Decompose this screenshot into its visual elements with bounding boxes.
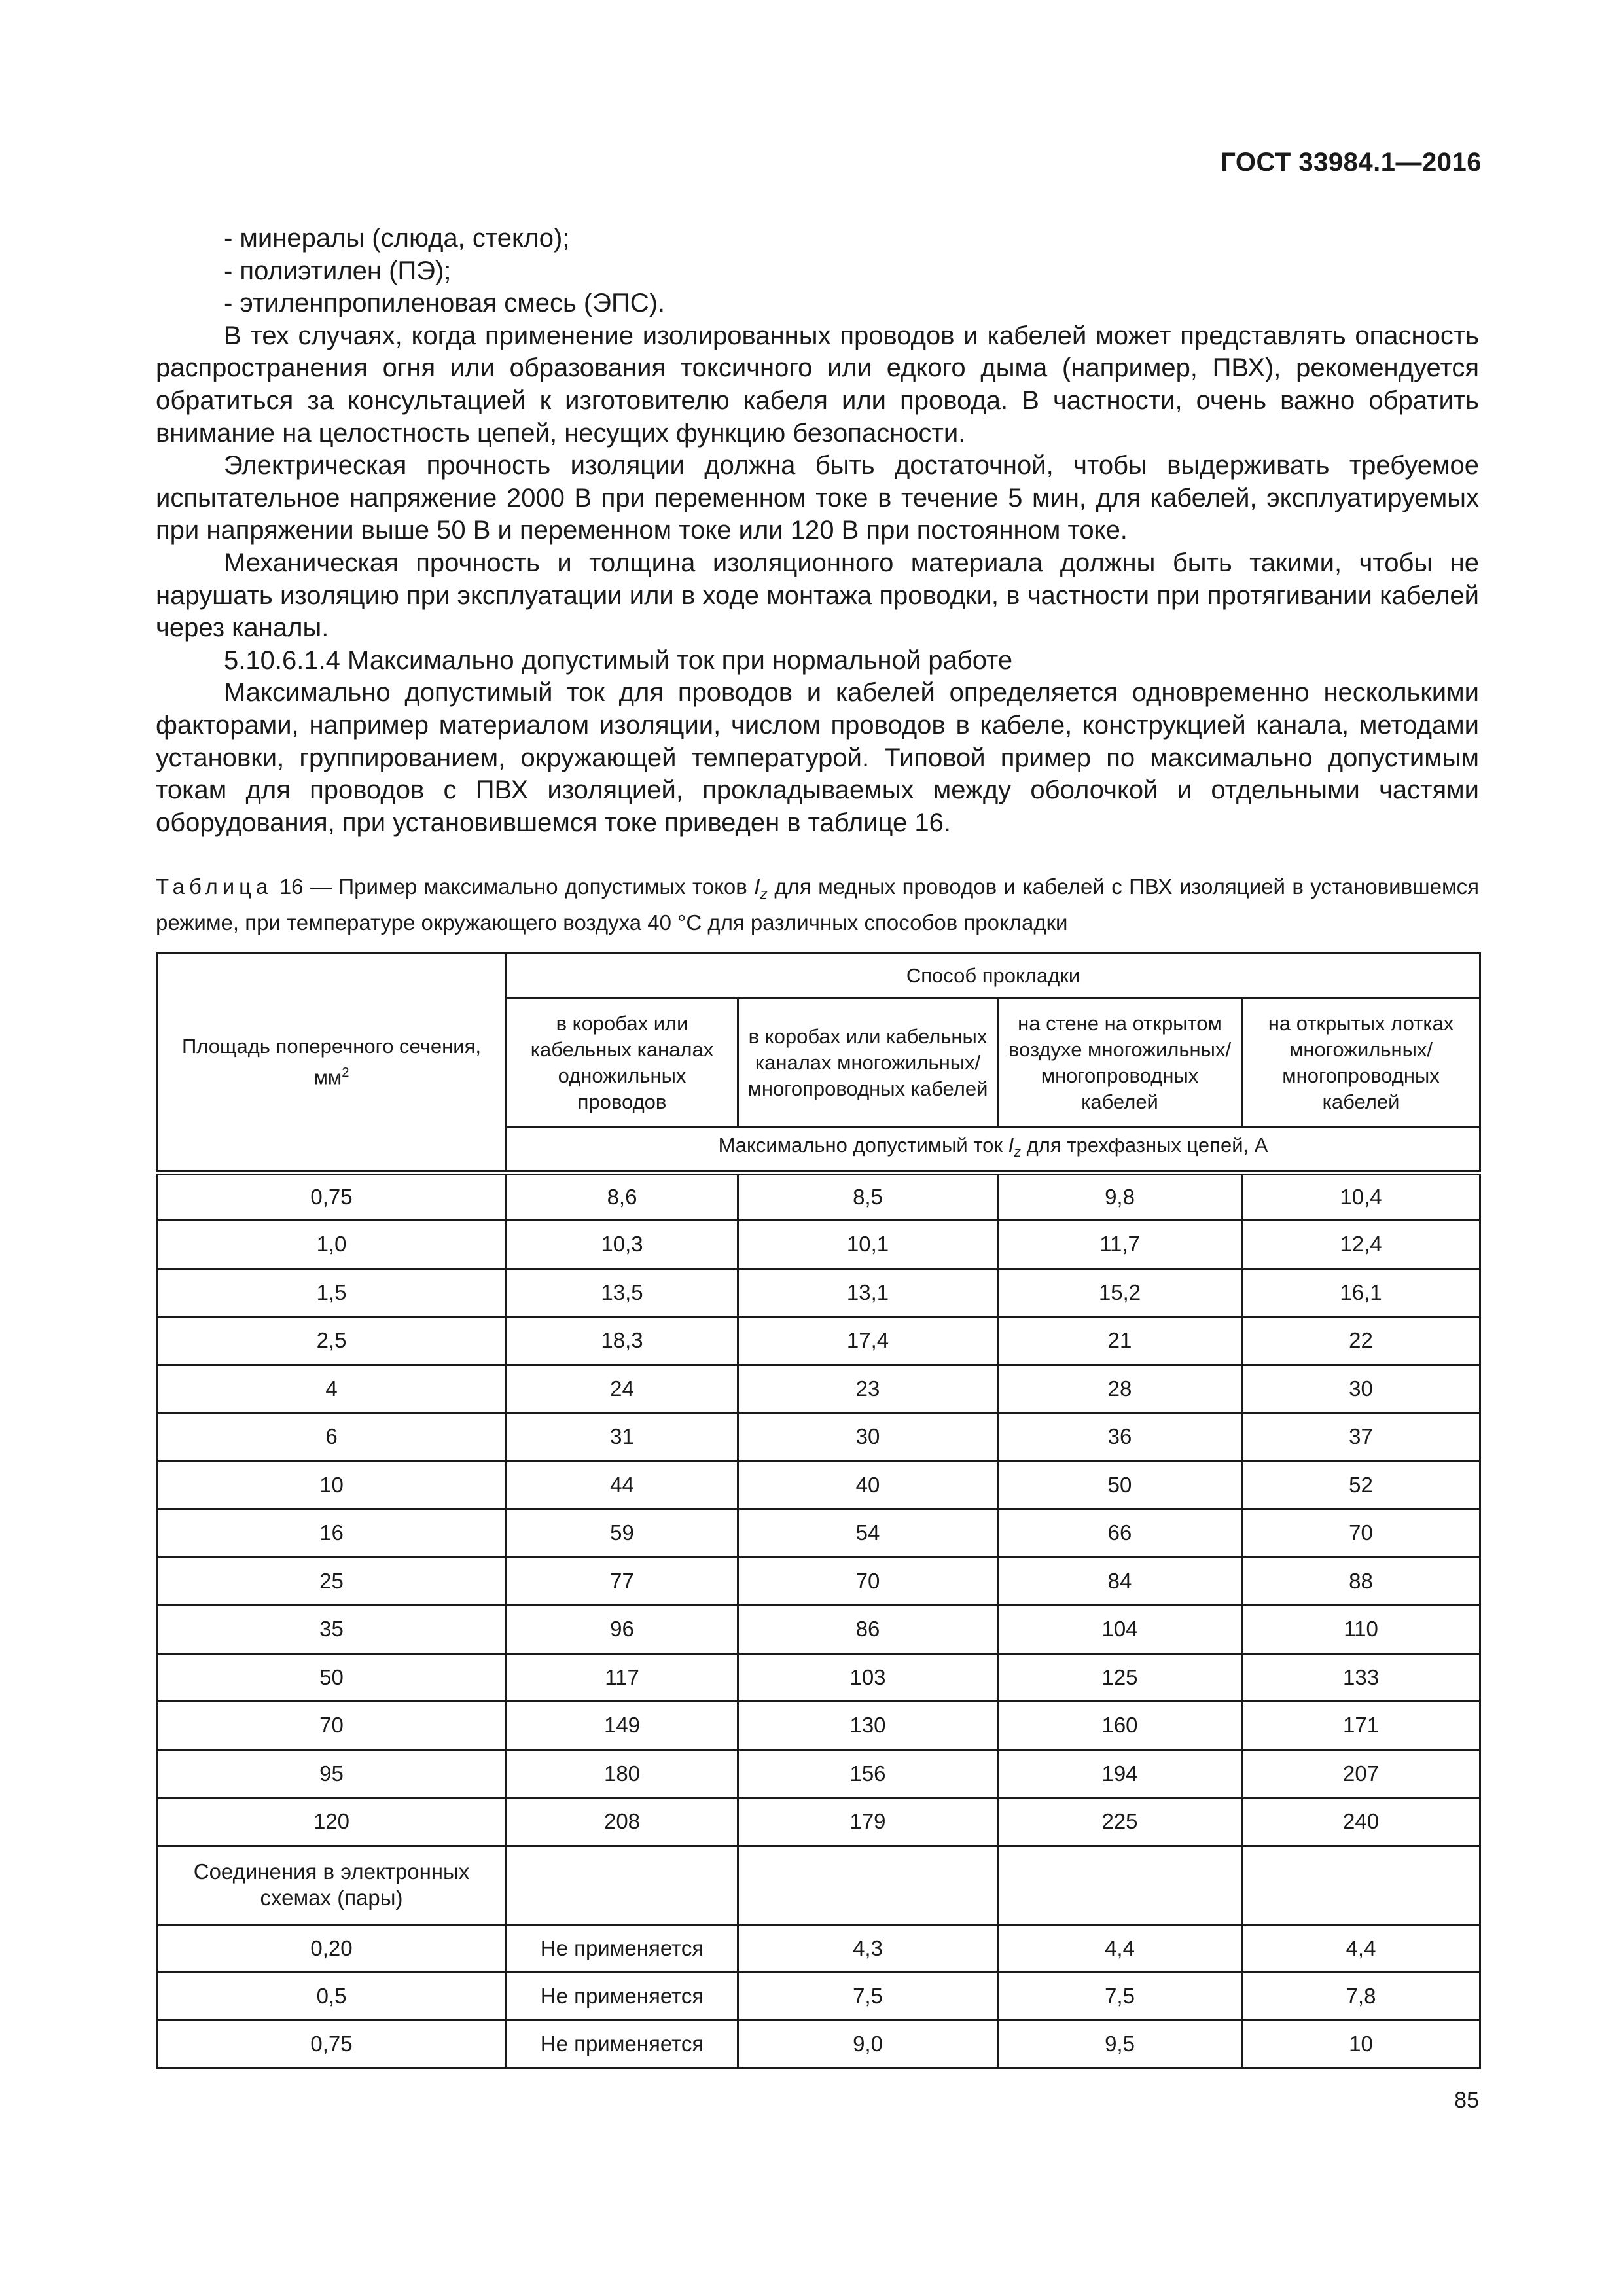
value-cell: 8,5	[738, 1173, 998, 1221]
value-cell: 15,2	[998, 1268, 1242, 1317]
table-row	[157, 1798, 1480, 1846]
value-cell: 103	[738, 1653, 998, 1702]
value-cell: 22	[1242, 1317, 1480, 1365]
table-row	[157, 1365, 1480, 1413]
unit-row: Максимально допустимый ток $I_z$ для трехфазных цепей, А	[507, 1127, 1480, 1173]
section-heading: 5.10.6.1.4 Максимально допустимый ток при нормальной работе	[224, 645, 1013, 675]
value-cell: 9,8	[998, 1173, 1242, 1221]
value-cell: 9,0	[738, 2020, 998, 2068]
value-cell: 11,7	[998, 1221, 1242, 1269]
value-cell: 66	[998, 1509, 1242, 1558]
table-row	[157, 1653, 1480, 1702]
value-cell: 24	[507, 1365, 738, 1413]
value-cell: 117	[507, 1653, 738, 1702]
table-row	[157, 1924, 1480, 1972]
paragraph-max-current: Максимально допустимый ток для проводов и кабелей определяется одновременно несколькими факторами, например материалом изоляции, числом проводов в кабеле, конструкцией канала, методами установки, группированием, окружающей температурой. Типовой пример по максимально допустимым токам для проводов с ПВХ изоляцией, прокладываемых между оболочкой и отдельными частями оборудования, при установившемся токе приведен в таблице 16.	[156, 678, 1479, 837]
value-cell: 125	[998, 1653, 1242, 1702]
value-cell: 4,4	[1242, 1924, 1480, 1972]
value-cell: 104	[998, 1605, 1242, 1654]
table-row-section	[157, 1846, 1480, 1924]
paragraph-mechanical-strength: Механическая прочность и толщина изоляционного материала должны быть такими, чтобы не нарушать изоляцию при эксплуатации или в ходе монтажа проводки, в частности при протягивании кабелей через каналы.	[156, 548, 1479, 643]
table-row	[157, 1749, 1480, 1798]
bullet-polyethylene: - полиэтилен (ПЭ);	[224, 256, 452, 285]
corner-header: Площадь поперечного сечения, $мм^2$	[157, 954, 507, 1173]
value-cell: 4,4	[998, 1924, 1242, 1972]
row-label-cell: 1,0	[157, 1221, 507, 1269]
value-cell: 23	[738, 1365, 998, 1413]
value-cell: 180	[507, 1749, 738, 1798]
row-label-cell: 120	[157, 1798, 507, 1846]
value-cell: 160	[998, 1702, 1242, 1750]
row-label-cell: 25	[157, 1557, 507, 1605]
table-row	[157, 1221, 1480, 1269]
value-cell: 179	[738, 1798, 998, 1846]
value-cell: 156	[738, 1749, 998, 1798]
value-cell: 12,4	[1242, 1221, 1480, 1269]
row-label-cell: 1,5	[157, 1268, 507, 1317]
bullet-minerals: - минералы (слюда, стекло);	[224, 224, 570, 253]
column-header-multicore-ducts: в коробах или кабельных каналах многожильных/многопроводных кабелей	[738, 999, 998, 1127]
value-cell: 4,3	[738, 1924, 998, 1972]
caption-rest: для медных проводов и кабелей с ПВХ изоляцией в установившемся режиме, при температуре окружающего воздуха 40 °С для различных способов прокладки	[156, 874, 1479, 935]
body-text	[156, 223, 1479, 839]
value-cell: 31	[507, 1413, 738, 1462]
table-row	[157, 1605, 1480, 1654]
row-label-cell: 6	[157, 1413, 507, 1462]
document-header: ГОСТ 33984.1—2016	[1221, 148, 1482, 177]
table-row	[157, 1461, 1480, 1509]
caption-label: Таблица	[156, 874, 273, 899]
value-cell: 96	[507, 1605, 738, 1654]
value-cell: 84	[998, 1557, 1242, 1605]
caption-symbol: $I_z$	[754, 874, 768, 903]
row-label-cell: 0,75	[157, 1173, 507, 1221]
bullet-eps: - этиленпропиленовая смесь (ЭПС).	[224, 289, 666, 318]
value-cell: 8,6	[507, 1173, 738, 1221]
table-row	[157, 1413, 1480, 1462]
value-cell: 10	[1242, 2020, 1480, 2068]
empty-cell	[738, 1846, 998, 1924]
empty-cell	[998, 1846, 1242, 1924]
value-cell: 28	[998, 1365, 1242, 1413]
value-cell: 133	[1242, 1653, 1480, 1702]
section-label-cell: Соединения в электронных схемах (пары)	[157, 1846, 507, 1924]
row-label-cell: 50	[157, 1653, 507, 1702]
value-cell: 207	[1242, 1749, 1480, 1798]
value-cell: 13,5	[507, 1268, 738, 1317]
value-cell: 50	[998, 1461, 1242, 1509]
value-cell: 30	[738, 1413, 998, 1462]
row-label-cell: 2,5	[157, 1317, 507, 1365]
value-cell: 17,4	[738, 1317, 998, 1365]
column-header-wall-open-air: на стене на открытом воздухе многожильных/многопроводных кабелей	[998, 999, 1242, 1127]
value-cell: 7,5	[738, 1972, 998, 2020]
value-cell: 240	[1242, 1798, 1480, 1846]
value-cell: 10,4	[1242, 1173, 1480, 1221]
column-header-single-core-ducts: в коробах или кабельных каналах одножильных проводов	[507, 999, 738, 1127]
value-cell: 7,5	[998, 1972, 1242, 2020]
value-cell: 70	[738, 1557, 998, 1605]
value-cell: 149	[507, 1702, 738, 1750]
empty-cell	[507, 1846, 738, 1924]
value-cell: 86	[738, 1605, 998, 1654]
table-row	[157, 2020, 1480, 2068]
table-row	[157, 1972, 1480, 2020]
table-row	[157, 1702, 1480, 1750]
value-cell: 59	[507, 1509, 738, 1558]
row-label-cell: 10	[157, 1461, 507, 1509]
value-cell: 10,1	[738, 1221, 998, 1269]
current-table	[156, 952, 1481, 2069]
row-label-cell: 70	[157, 1702, 507, 1750]
value-cell: Не применяется	[507, 2020, 738, 2068]
row-label-cell: 0,75	[157, 2020, 507, 2068]
row-label-cell: 0,5	[157, 1972, 507, 2020]
value-cell: 10,3	[507, 1221, 738, 1269]
row-label-cell: 35	[157, 1605, 507, 1654]
value-cell: 54	[738, 1509, 998, 1558]
table-row	[157, 1317, 1480, 1365]
page-number: 85	[1454, 2088, 1479, 2113]
table-row	[157, 1509, 1480, 1558]
value-cell: 36	[998, 1413, 1242, 1462]
value-cell: 37	[1242, 1413, 1480, 1462]
value-cell: 30	[1242, 1365, 1480, 1413]
value-cell: 44	[507, 1461, 738, 1509]
value-cell: Не применяется	[507, 1924, 738, 1972]
row-label-cell: 16	[157, 1509, 507, 1558]
table-caption	[156, 872, 1479, 937]
group-header: Способ прокладки	[507, 954, 1480, 999]
empty-cell	[1242, 1846, 1480, 1924]
value-cell: 208	[507, 1798, 738, 1846]
value-cell: 13,1	[738, 1268, 998, 1317]
row-label-cell: 95	[157, 1749, 507, 1798]
value-cell: 77	[507, 1557, 738, 1605]
value-cell: 130	[738, 1702, 998, 1750]
value-cell: 194	[998, 1749, 1242, 1798]
value-cell: 171	[1242, 1702, 1480, 1750]
table-row	[157, 1268, 1480, 1317]
column-header-open-trays: на открытых лотках многожильных/многопроводных кабелей	[1242, 999, 1480, 1127]
value-cell: 225	[998, 1798, 1242, 1846]
row-label-cell: 0,20	[157, 1924, 507, 1972]
value-cell: 88	[1242, 1557, 1480, 1605]
value-cell: Не применяется	[507, 1972, 738, 2020]
value-cell: 18,3	[507, 1317, 738, 1365]
table-row	[157, 1173, 1480, 1221]
value-cell: 9,5	[998, 2020, 1242, 2068]
value-cell: 16,1	[1242, 1268, 1480, 1317]
caption-number: 16 — Пример максимально допустимых токов	[272, 874, 755, 899]
paragraph-dielectric-strength: Электрическая прочность изоляции должна быть достаточной, чтобы выдерживать требуемое испытательное напряжение 2000 В при переменном токе в течение 5 мин, для кабелей, эксплуатируемых при напряжении выше 50 В и переменном токе или 120 В при постоянном токе.	[156, 451, 1479, 545]
value-cell: 70	[1242, 1509, 1480, 1558]
value-cell: 52	[1242, 1461, 1480, 1509]
table-row	[157, 1557, 1480, 1605]
row-label-cell: 4	[157, 1365, 507, 1413]
paragraph-fire-hazard: В тех случаях, когда применение изолированных проводов и кабелей может представлять опасность распространения огня или образования токсичного или едкого дыма (например, ПВХ), рекомендуется обратиться за консультацией к изготовителю кабеля или провода. В частности, очень важно обратить внимание на целостность цепей, несущих функцию безопасности.	[156, 321, 1479, 448]
value-cell: 7,8	[1242, 1972, 1480, 2020]
value-cell: 110	[1242, 1605, 1480, 1654]
value-cell: 21	[998, 1317, 1242, 1365]
value-cell: 40	[738, 1461, 998, 1509]
